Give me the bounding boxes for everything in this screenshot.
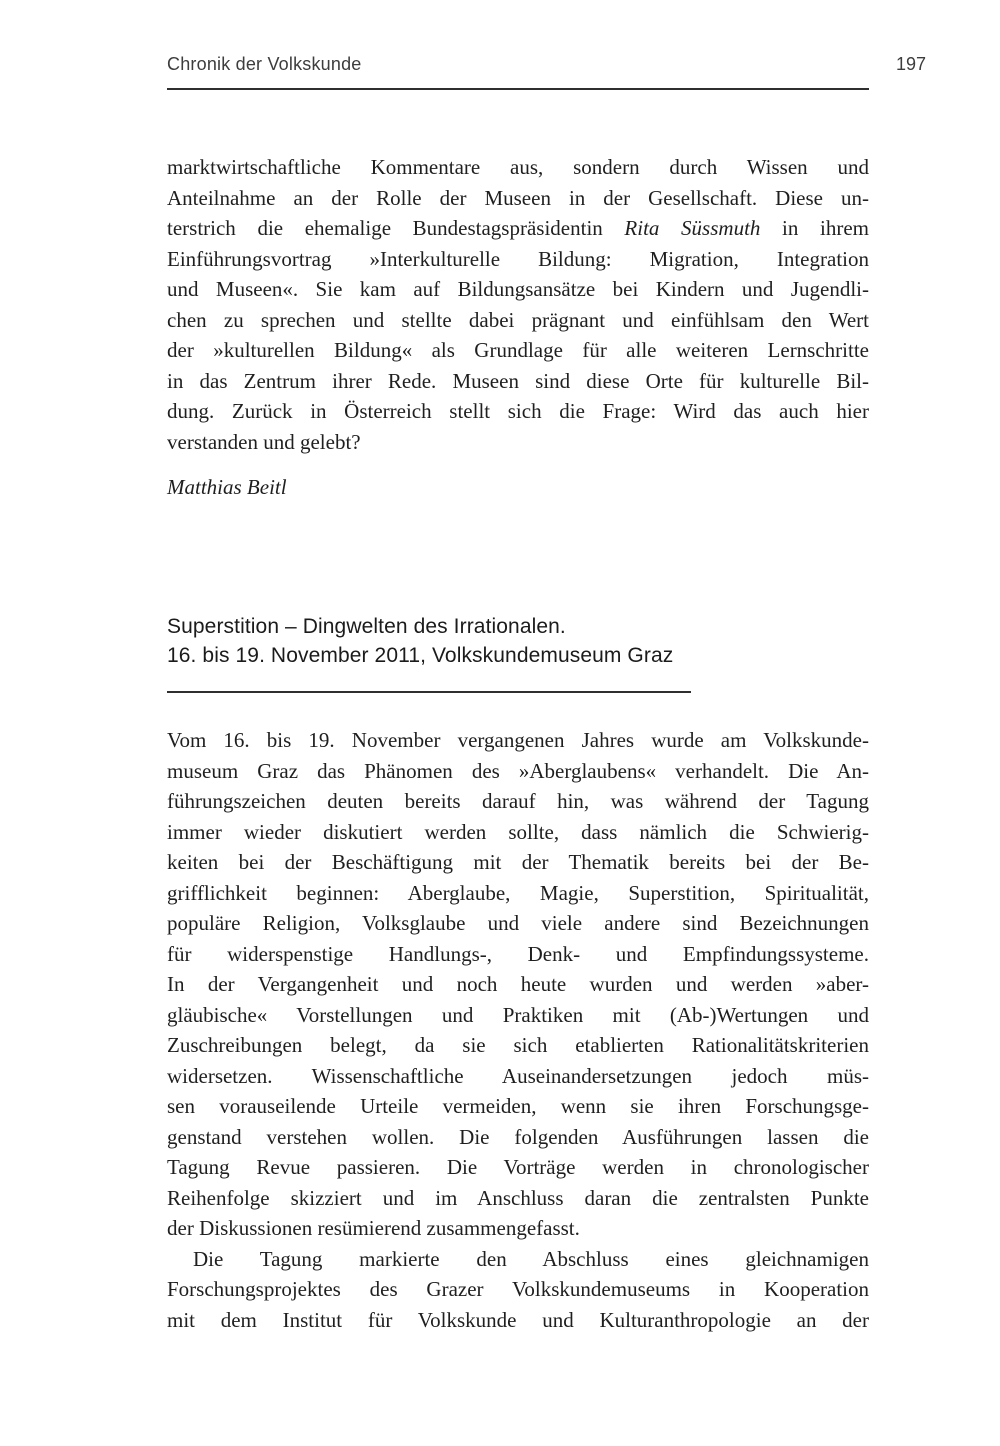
- text-line: mit dem Institut für Volkskunde und Kulturanthropologie an der: [167, 1307, 869, 1332]
- text-line: Vom 16. bis 19. November vergangenen Jahres wurde am Volkskunde-: [167, 728, 869, 752]
- text-line: gläubische« Vorstellungen und Praktiken mit (Ab-)Wertungen und: [167, 1002, 869, 1027]
- text-line: populäre Religion, Volksglaube und viele andere sind Bezeichnungen: [167, 911, 869, 935]
- paragraph-project: [167, 1244, 869, 1336]
- text-line: in das Zentrum ihrer Rede. Museen sind diese Orte für kulturelle Bil-: [167, 368, 869, 393]
- text-line: der »kulturellen Bildung« als Grundlage für alle weiteren Lernschritte: [167, 338, 869, 362]
- text-line: immer wieder diskutiert werden sollte, dass nämlich die Schwierig-: [167, 819, 869, 844]
- text-line: marktwirtschaftliche Kommentare aus, sondern durch Wissen und: [167, 155, 869, 179]
- text-line: führungszeichen deuten bereits darauf hin, was während der Tagung: [167, 789, 869, 813]
- text-line: Anteilnahme an der Rolle der Museen in der Gesellschaft. Diese un-: [167, 185, 869, 210]
- text-line: widersetzen. Wissenschaftliche Auseinandersetzungen jedoch müs-: [167, 1063, 869, 1088]
- text-line: Tagung Revue passieren. Die Vorträge werden in chronologischer: [167, 1155, 869, 1179]
- section-rule: [167, 691, 691, 693]
- text-line: dung. Zurück in Österreich stellt sich die Frage: Wird das auch hier: [167, 399, 869, 423]
- text-line: In der Vergangenheit und noch heute wurden und werden »aber-: [167, 972, 869, 996]
- text-line: chen zu sprechen und stellte dabei prägnant und einfühlsam den Wert: [167, 307, 869, 332]
- text-line: terstrich die ehemalige Bundestagspräsidentin Rita Süssmuth in ihrem: [167, 216, 869, 240]
- text-line: museum Graz das Phänomen des »Aberglaubens« verhandelt. Die An-: [167, 758, 869, 783]
- text-line: Die Tagung markierte den Abschluss eines gleichnamigen: [193, 1246, 869, 1271]
- text-line: keiten bei der Beschäftigung mit der Thematik bereits bei der Be-: [167, 850, 869, 874]
- text-line: verstanden und gelebt?: [167, 429, 361, 454]
- text-line: der Diskussionen resümierend zusammengefasst.: [167, 1216, 580, 1240]
- text-line: für widerspenstige Handlungs-, Denk- und Empfindungssysteme.: [167, 941, 869, 966]
- section-title: [167, 612, 869, 670]
- running-header-title: Chronik der Volkskunde: [167, 54, 362, 74]
- article-body: [167, 725, 869, 1335]
- text-line: Reihenfolge skizziert und im Anschluss daran die zentralsten Punkte: [167, 1185, 869, 1210]
- text-line: Zuschreibungen belegt, da sie sich etablierten Rationalitätskriterien: [167, 1033, 869, 1057]
- section-title-line1: Superstition – Dingwelten des Irrationalen.: [167, 615, 566, 638]
- paragraph-intro: [167, 725, 869, 1244]
- page-number: 197: [895, 54, 926, 74]
- text-line: sen vorauseilende Urteile vermeiden, wenn sie ihren Forschungsge-: [167, 1094, 869, 1118]
- paragraph-article-end: [167, 152, 869, 457]
- text-line: Einführungsvortrag »Interkulturelle Bildung: Migration, Integration: [167, 246, 869, 271]
- section-title-line2: 16. bis 19. November 2011, Volkskundemuseum Graz: [167, 644, 674, 667]
- byline-author: Matthias Beitl: [167, 475, 287, 499]
- text-line: genstand verstehen wollen. Die folgenden Ausführungen lassen die: [167, 1124, 869, 1149]
- header-rule: [167, 88, 869, 90]
- text-line: grifflichkeit beginnen: Aberglaube, Magie, Superstition, Spiritualität,: [167, 880, 869, 905]
- text-line: Forschungsprojektes des Grazer Volkskundemuseums in Kooperation: [167, 1277, 869, 1301]
- text-line: und Museen«. Sie kam auf Bildungsansätze bei Kindern und Jugendli-: [167, 277, 869, 301]
